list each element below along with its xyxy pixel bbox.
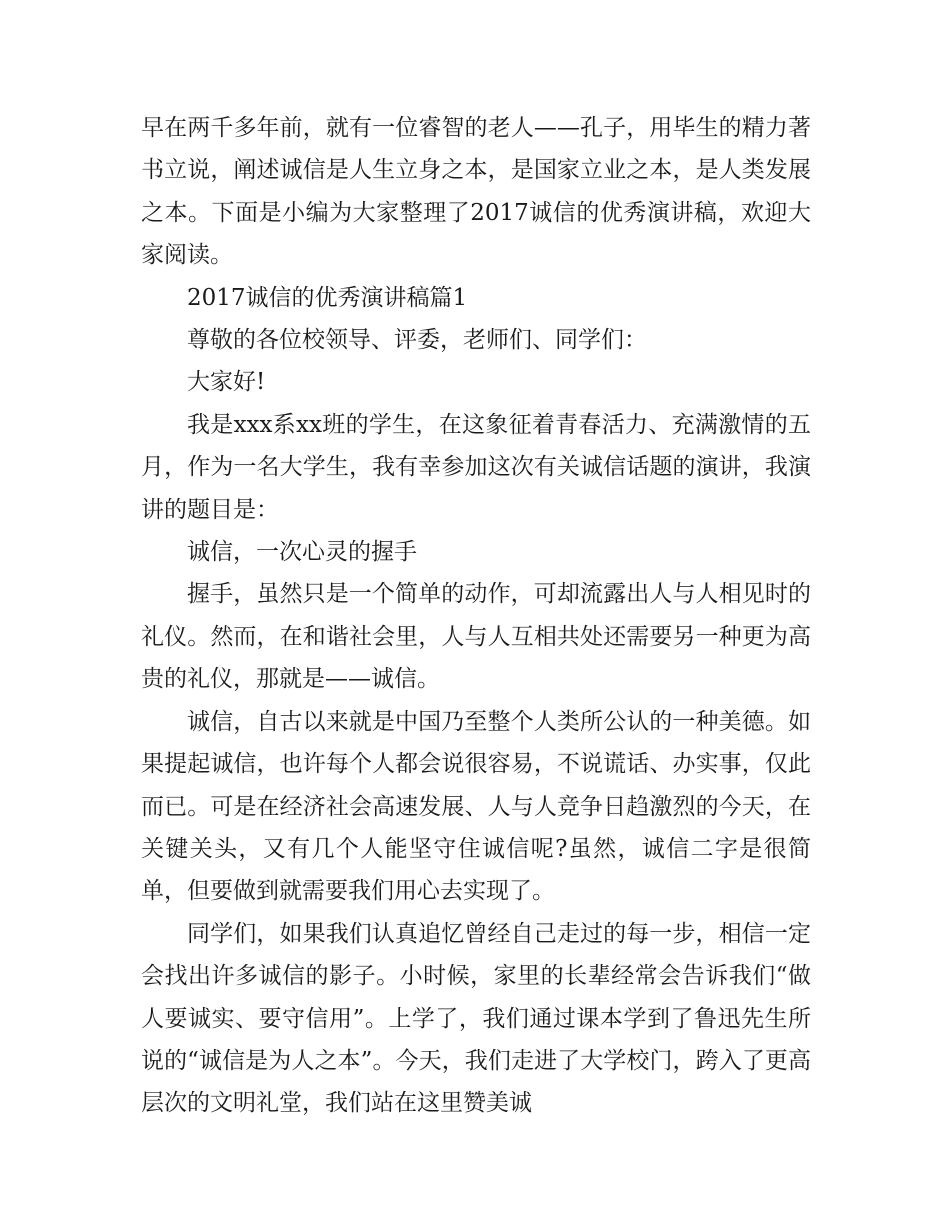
paragraph-virtue: 诚信，自古以来就是中国乃至整个人类所公认的一种美德。如果提起诚信，也许每个人都会说很容易，不说谎话、办实事，仅此而已。可是在经济社会高速发展、人与人竞争日趋激烈的今天，在关键关头，又有几个人能坚守住诚信呢?虽然，诚信二字是很简单，但要做到就需要我们用心去实现了。 (141, 708, 811, 905)
salutation: 尊敬的各位校领导、评委，老师们、同学们： (187, 327, 647, 354)
speech-title: 诚信，一次心灵的握手 (187, 539, 417, 566)
paragraph-self-intro: 我是xxx系xx班的学生，在这象征着青春活力、充满激情的五月，作为一名大学生，我有幸参加这次有关诚信话题的演讲，我演讲的题目是： (141, 411, 811, 523)
paragraph-recollection: 同学们，如果我们认真追忆曾经自己走过的每一步，相信一定会找出许多诚信的影子。小时候，家里的长辈经常会告诉我们“做人要诚实、要守信用”。上学了，我们通过课本学到了鲁迅先生所说的“诚信是为人之本”。今天，我们走进了大学校门，跨入了更高层次的文明礼堂，我们站在这里赞美诚 (141, 920, 811, 1117)
greeting: 大家好! (187, 369, 266, 396)
paragraph-handshake: 握手，虽然只是一个简单的动作，可却流露出人与人相见时的礼仪。然而，在和谐社会里，人与人互相共处还需要另一种更为高贵的礼仪，那就是——诚信。 (141, 581, 811, 693)
speech-heading: 2017诚信的优秀演讲稿篇1 (187, 284, 468, 311)
paragraph-intro: 早在两千多年前，就有一位睿智的老人——孔子，用毕生的精力著书立说，阐述诚信是人生立身之本，是国家立业之本，是人类发展之本。下面是小编为大家整理了2017诚信的优秀演讲稿，欢迎大家阅读。 (141, 115, 811, 269)
document-body (141, 107, 811, 1125)
